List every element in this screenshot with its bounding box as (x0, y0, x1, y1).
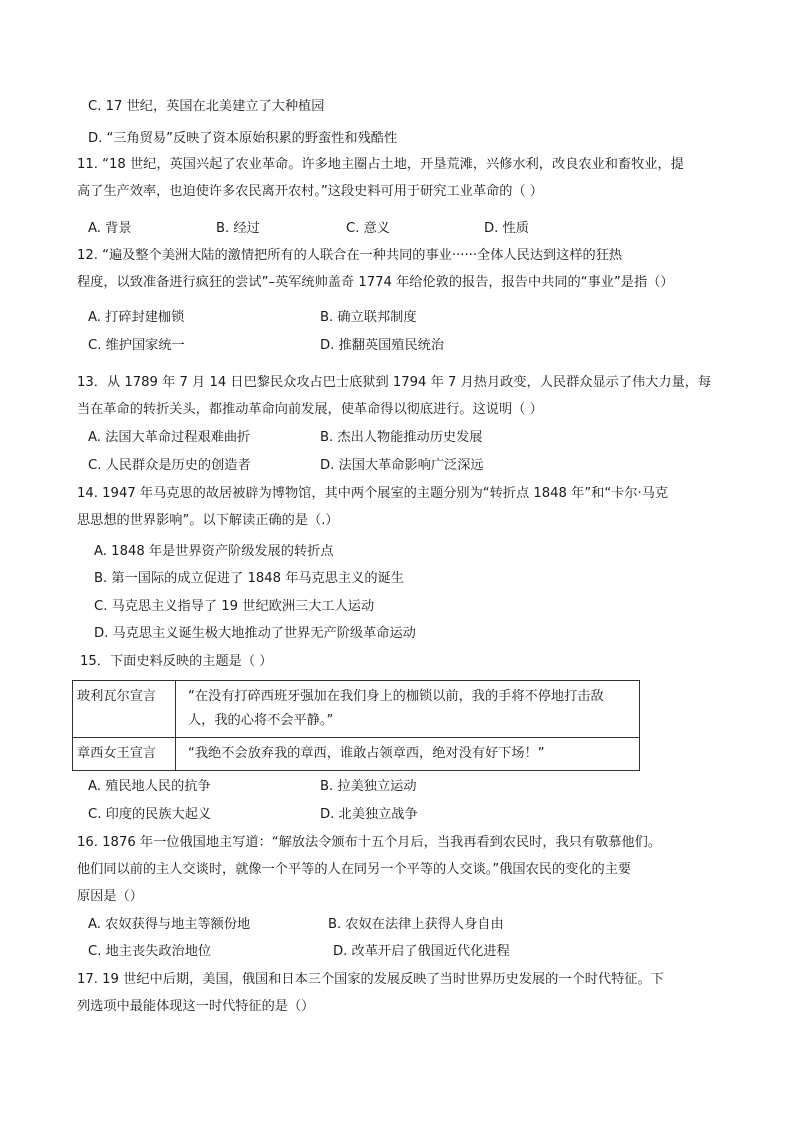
q13-option-a: A. 法国大革命过程艰难曲折 (88, 430, 251, 445)
table-row (73, 681, 640, 738)
q13-text-2: 当在革命的转折关头，都推动革命向前发展，使革命得以彻底进行。这说明（ ） (77, 402, 543, 417)
q16-option-b: B. 农奴在法律上获得人身自由 (328, 917, 504, 932)
q12-option-d: D. 推翻英国殖民统治 (320, 338, 445, 353)
q11-option-b: B. 经过 (216, 221, 260, 236)
q11-text-1: 11. “18 世纪，英国兴起了农业革命。许多地主圈占土地，开垦荒滩，兴修水利，改良农业和畜牧业，提 (77, 157, 684, 172)
q12-text-1: 12. “遍及整个美洲大陆的激情把所有的人联合在一种共同的事业······全体人民达到这样的狂热 (77, 248, 623, 263)
table-cell-quote (176, 681, 640, 738)
q16-option-a: A. 农奴获得与地主等额份地 (88, 917, 251, 932)
table-row (73, 738, 640, 771)
table-cell-label: 玻利瓦尔宣言 (73, 681, 176, 738)
q15-option-d: D. 北美独立战争 (320, 807, 418, 822)
q14-text-1: 14. 1947 年马克思的故居被辟为博物馆，其中两个展室的主题分别为“转折点 1848 年”和“卡尔·马克 (77, 486, 669, 501)
q11-option-c: C. 意义 (346, 221, 390, 236)
q16-option-d: D. 改革开启了俄国近代化进程 (333, 944, 510, 959)
table-cell-quote: “我绝不会放弃我的章西，谁敢占领章西，绝对没有好下场！” (176, 738, 640, 771)
q16-text-2: 他们同以前的主人交谈时，就像一个平等的人在同另一个平等的人交谈。”俄国农民的变化的主要 (77, 862, 632, 877)
q14-option-b: B. 第一国际的成立促进了 1848 年马克思主义的诞生 (94, 571, 404, 586)
q14-option-d: D. 马克思主义诞生极大地推动了世界无产阶级革命运动 (94, 626, 416, 641)
q11-option-a: A. 背景 (88, 221, 132, 236)
table-cell-label: 章西女王宣言 (73, 738, 176, 771)
q11-option-d: D. 性质 (484, 221, 529, 236)
q12-option-c: C. 维护国家统一 (88, 338, 185, 353)
q14-text-2: 思思想的世界影响”。以下解读正确的是（.） (77, 513, 339, 528)
q16-text-1: 16. 1876 年一位俄国地主写道：“解放法令颁布十五个月后，当我再看到农民时，我只有敬慕他们。 (77, 835, 662, 850)
q16-option-c: C. 地主丧失政治地位 (88, 944, 212, 959)
q17-text-1: 17. 19 世纪中后期，美国，俄国和日本三个国家的发展反映了当时世界历史发展的一个时代特征。下 (77, 972, 664, 987)
q16-text-3: 原因是（） (77, 889, 143, 904)
q15-option-b: B. 拉美独立运动 (320, 779, 417, 794)
q13-option-c: C. 人民群众是历史的创造者 (88, 458, 251, 473)
q13-text-1: 13．从 1789 年 7 月 14 日巴黎民众攻占巴士底狱到 1794 年 7 月热月政变，人民群众显示了伟大力量，每 (77, 375, 712, 390)
q12-text-2: 程度，以致准备进行疯狂的尝试”–英军统帅盖奇 1774 年给伦敦的报告，报告中共同的“事业”是指（） (77, 275, 674, 290)
q15-option-c: C. 印度的民族大起义 (88, 807, 212, 822)
quote-line: “在没有打碎西班牙强加在我们身上的枷锁以前，我的手将不停地打击敌 (188, 689, 604, 704)
q12-option-b: B. 确立联邦制度 (320, 310, 417, 325)
quote-line: 人，我的心将不会平静。” (188, 713, 334, 728)
q12-option-a: A. 打碎封建枷锁 (88, 310, 185, 325)
q13-option-b: B. 杰出人物能推动历史发展 (320, 430, 483, 445)
q17-text-2: 列选项中最能体现这一时代特征的是（） (77, 999, 315, 1014)
q13-option-d: D. 法国大革命影响广泛深远 (320, 458, 484, 473)
q11-text-2: 高了生产效率，也迫使许多农民离开农村。”这段史料可用于研究工业革命的（ ） (77, 184, 543, 199)
q14-option-c: C. 马克思主义指导了 19 世纪欧洲三大工人运动 (94, 599, 375, 614)
q15-option-a: A. 殖民地人民的抗争 (88, 779, 211, 794)
source-table (72, 680, 640, 771)
q15-text: 15．下面史料反映的主题是（ ） (80, 654, 273, 669)
q14-option-a: A. 1848 年是世界资产阶级发展的转折点 (94, 544, 334, 559)
option-c-prev: C. 17 世纪，英国在北美建立了大种植园 (88, 99, 325, 114)
option-d-prev: D. “三角贸易”反映了资本原始积累的野蛮性和残酷性 (88, 131, 398, 146)
